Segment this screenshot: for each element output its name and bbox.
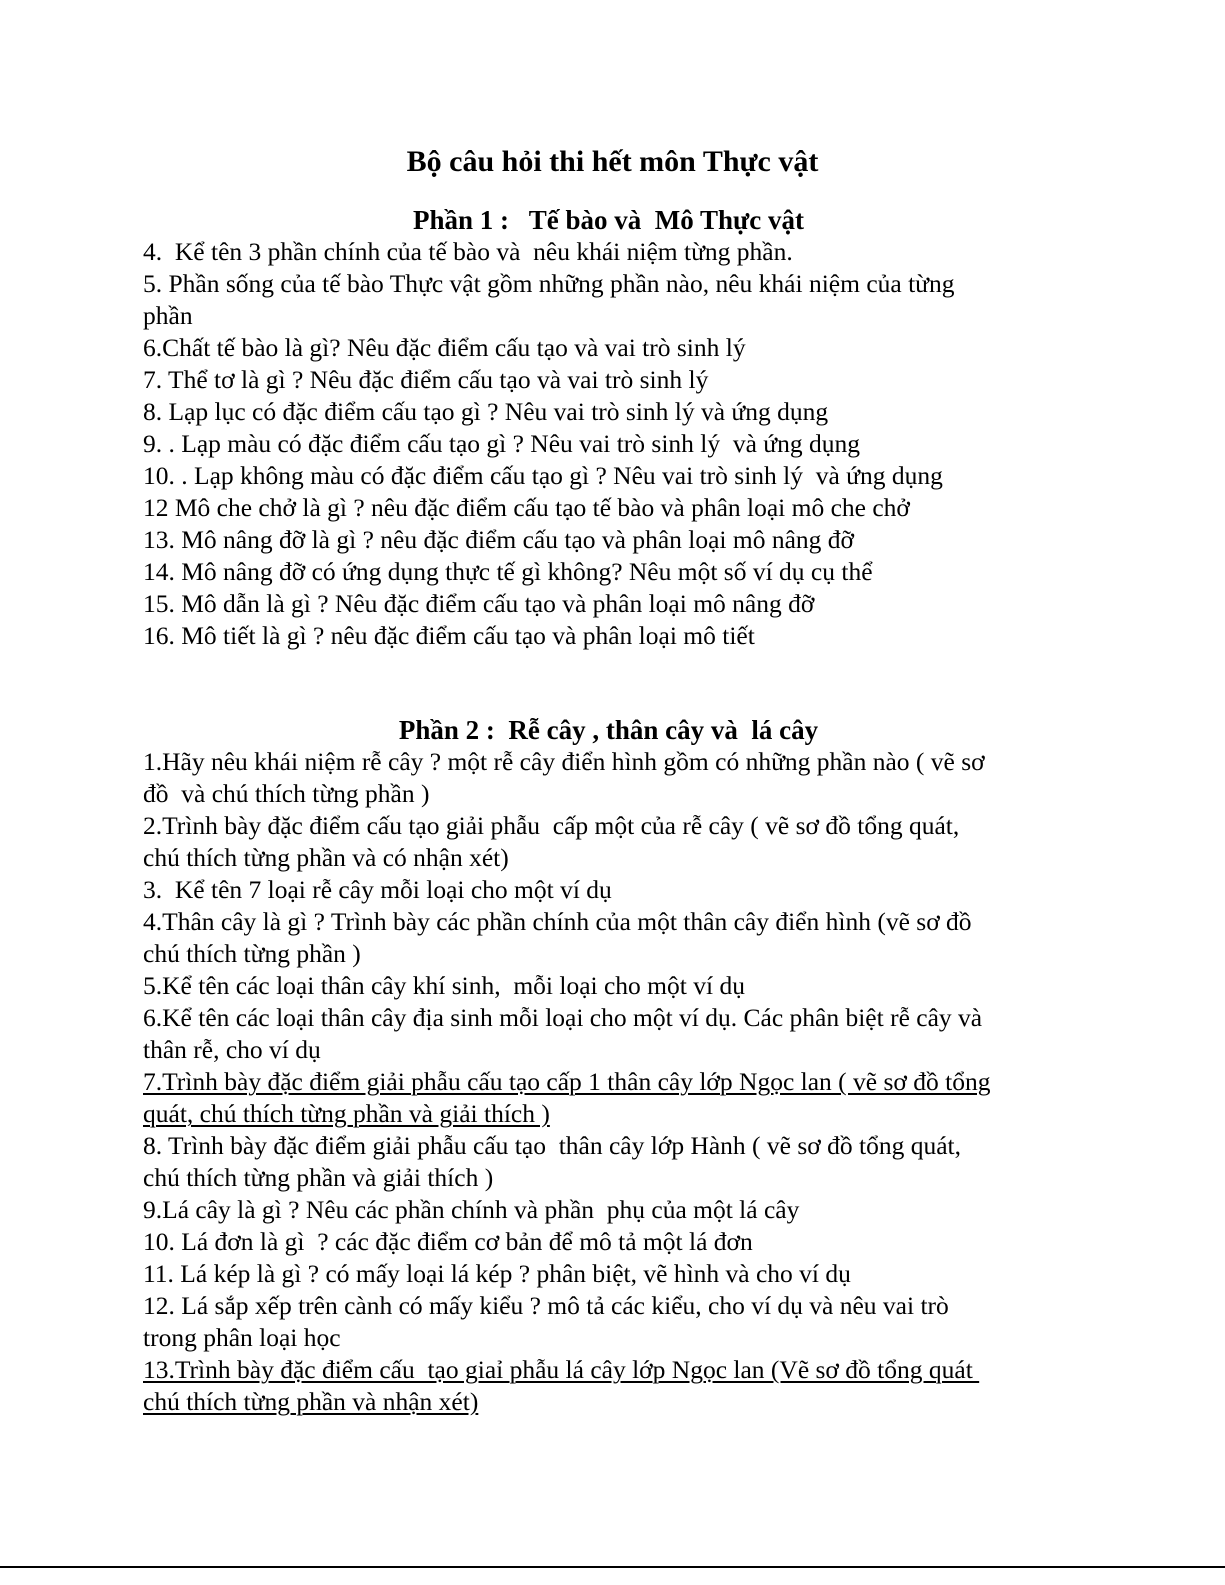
- question-item: 11. Lá kép là gì ? có mấy loại lá kép ? phân biệt, vẽ hình và cho ví dụ: [143, 1259, 851, 1288]
- question-item: 10. Lá đơn là gì ? các đặc điểm cơ bản để mô tả một lá đơn: [143, 1227, 753, 1256]
- question-item: 5. Phần sống của tế bào Thực vật gồm những phần nào, nêu khái niệm của từng phần: [143, 269, 955, 330]
- document-title: Bộ câu hỏi thi hết môn Thực vật: [406, 145, 819, 178]
- question-item: 7. Thể tơ là gì ? Nêu đặc điểm cấu tạo và vai trò sinh lý: [143, 365, 709, 394]
- question-item: 4. Kể tên 3 phần chính của tế bào và nêu khái niệm từng phần.: [143, 237, 793, 266]
- question-item: 9. . Lạp màu có đặc điểm cấu tạo gì ? Nêu vai trò sinh lý và ứng dụng: [143, 429, 861, 458]
- question-item: 1.Hãy nêu khái niệm rễ cây ? một rễ cây điển hình gồm có những phần nào ( vẽ sơ đồ và chú thích từng phần ): [143, 747, 985, 808]
- section-1-question-list: [143, 236, 1093, 652]
- section-1: [143, 204, 1093, 652]
- question-item: 5.Kể tên các loại thân cây khí sinh, mỗi loại cho một ví dụ: [143, 971, 745, 1000]
- question-item: 13. Mô nâng đỡ là gì ? nêu đặc điểm cấu tạo và phân loại mô nâng đỡ: [143, 525, 855, 554]
- question-item-underlined: 13.Trình bày đặc điểm cấu tạo giaỉ phẫu lá cây lớp Ngọc lan (Vẽ sơ đồ tổng quát chú thích từng phần và nhận xét): [143, 1355, 973, 1416]
- question-item: 3. Kể tên 7 loại rễ cây mỗi loại cho một ví dụ: [143, 875, 612, 904]
- question-item: 4.Thân cây là gì ? Trình bày các phần chính của một thân cây điển hình (vẽ sơ đồ chú thích từng phần ): [143, 907, 972, 968]
- question-item: 8. Lạp lục có đặc điểm cấu tạo gì ? Nêu vai trò sinh lý và ứng dụng: [143, 397, 829, 426]
- question-item: 6.Kể tên các loại thân cây địa sinh mỗi loại cho một ví dụ. Các phân biệt rễ cây và thân rễ, cho ví dụ: [143, 1003, 983, 1064]
- section-2-question-list: [143, 746, 1093, 1418]
- question-item: 6.Chất tế bào là gì? Nêu đặc điểm cấu tạo và vai trò sinh lý: [143, 333, 746, 362]
- page-bottom-rule: [0, 1566, 1225, 1568]
- question-item: 2.Trình bày đặc điểm cấu tạo giải phẫu cấp một của rễ cây ( vẽ sơ đồ tổng quát, chú thích từng phần và có nhận xét): [143, 811, 960, 872]
- question-item: 8. Trình bày đặc điểm giải phẫu cấu tạo thân cây lớp Hành ( vẽ sơ đồ tổng quát, chú thích từng phần và giải thích ): [143, 1131, 962, 1192]
- question-item: 9.Lá cây là gì ? Nêu các phần chính và phần phụ của một lá cây: [143, 1195, 800, 1224]
- section-2-heading: Phần 2 : Rễ cây , thân cây và lá cây: [398, 715, 819, 745]
- question-item: 15. Mô dẫn là gì ? Nêu đặc điểm cấu tạo và phân loại mô nâng đỡ: [143, 589, 815, 618]
- question-item: 10. . Lạp không màu có đặc điểm cấu tạo gì ? Nêu vai trò sinh lý và ứng dụng: [143, 461, 943, 490]
- section-2: [143, 714, 1093, 1418]
- question-item: 12. Lá sắp xếp trên cành có mấy kiểu ? mô tả các kiểu, cho ví dụ và nêu vai trò trong phân loại học: [143, 1291, 949, 1352]
- question-item-underlined: 7.Trình bày đặc điểm giải phẫu cấu tạo cấp 1 thân cây lớp Ngọc lan ( vẽ sơ đồ tổng quát, chú thích từng phần và giải thích ): [143, 1067, 991, 1128]
- question-item: 12 Mô che chở là gì ? nêu đặc điểm cấu tạo tế bào và phân loại mô che chở: [143, 493, 910, 522]
- question-item: 16. Mô tiết là gì ? nêu đặc điểm cấu tạo và phân loại mô tiết: [143, 621, 755, 650]
- question-item: 14. Mô nâng đỡ có ứng dụng thực tế gì không? Nêu một số ví dụ cụ thể: [143, 557, 873, 586]
- section-1-heading: Phần 1 : Tế bào và Mô Thực vật: [413, 205, 804, 235]
